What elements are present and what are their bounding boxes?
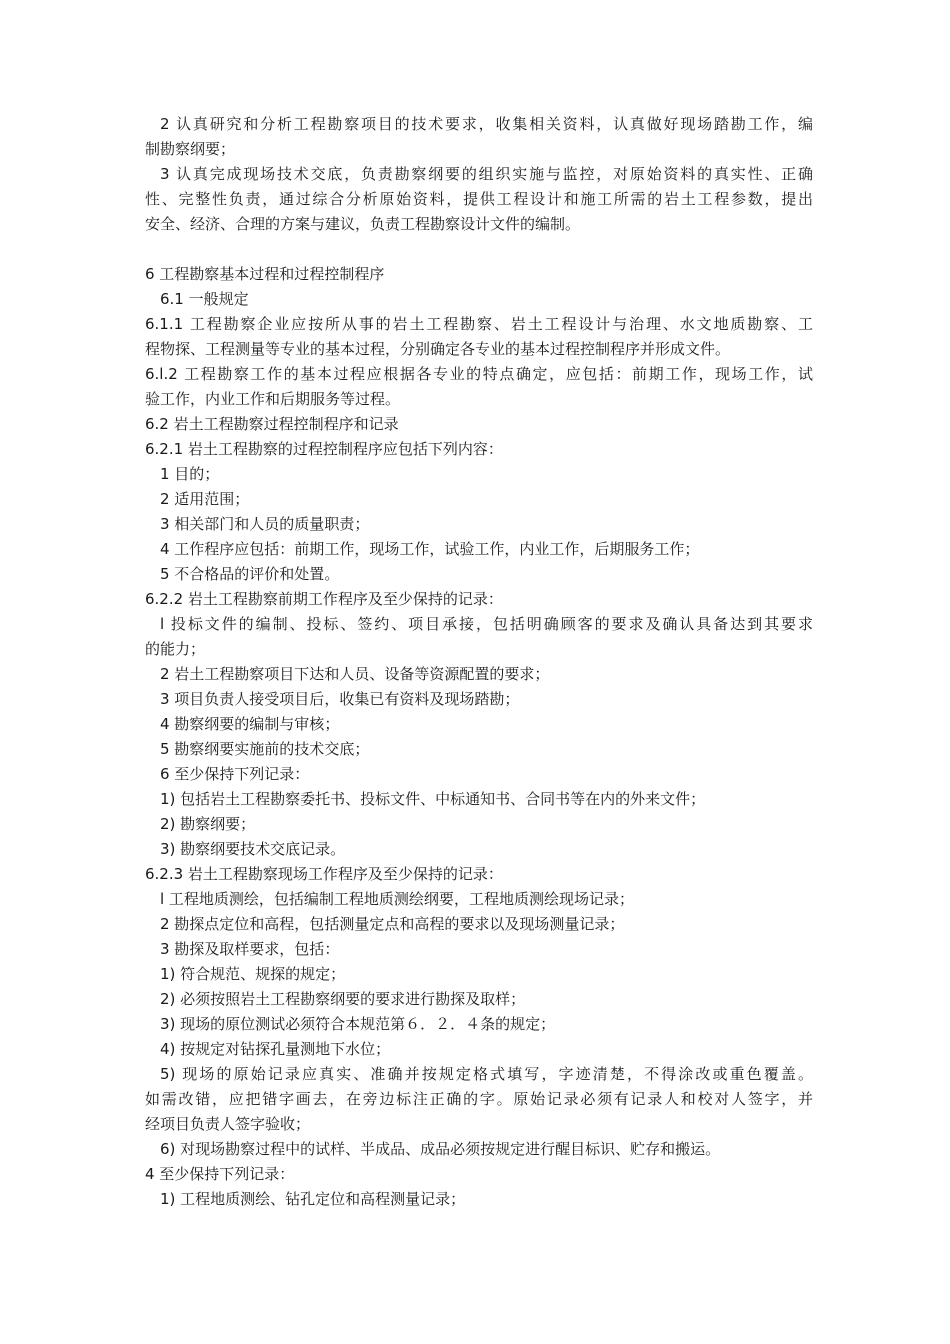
sub-list-item: 5) 现场的原始记录应真实、准确并按规定格式填写，字迹清楚，不得涂改或重色覆盖。 (160, 1065, 813, 1083)
list-item: 3 勘探及取样要求，包括： (160, 940, 340, 958)
list-item: 的能力； (145, 640, 206, 658)
clause-line: 程物探、工程测量等专业的基本过程，分别确定各专业的基本过程控制程序并形成文件。 (145, 340, 731, 358)
paragraph-line: 制勘察纲要； (145, 140, 236, 158)
sub-list-item: 3) 勘察纲要技术交底记录。 (160, 840, 346, 858)
clause-line: 验工作，内业工作和后期服务等过程。 (145, 390, 401, 408)
list-item: l 工程地质测绘，包括编制工程地质测绘纲要，工程地质测绘现场记录； (160, 890, 634, 908)
list-item: l 投标文件的编制、投标、签约、项目承接，包括明确顾客的要求及确认具备达到其要求 (160, 615, 813, 633)
clause-line: 6.1.1 工程勘察企业应按所从事的岩土工程勘察、岩土工程设计与治理、水文地质勘察、工 (145, 315, 813, 333)
list-item: 5 勘察纲要实施前的技术交底； (160, 740, 370, 758)
sub-list-item: 3) 现场的原位测试必须符合本规范第６．２．４条的规定； (160, 1015, 556, 1033)
section-heading: 6 工程勘察基本过程和过程控制程序 (145, 265, 385, 283)
list-item: 5 不合格品的评价和处置。 (160, 565, 340, 583)
list-item: 2 勘探点定位和高程，包括测量定点和高程的要求以及现场测量记录； (160, 915, 625, 933)
sub-list-item: 4) 按规定对钻探孔量测地下水位； (160, 1040, 391, 1058)
paragraph-line: 安全、经济、合理的方案与建议，负责工程勘察设计文件的编制。 (145, 215, 581, 233)
subsection-heading: 6.2 岩土工程勘察过程控制程序和记录 (145, 415, 399, 433)
list-item: 2 岩土工程勘察项目下达和人员、设备等资源配置的要求； (160, 665, 550, 683)
sub-list-item: 2) 勘察纲要； (160, 815, 256, 833)
sub-list-item: 1) 工程地质测绘、钻孔定位和高程测量记录； (160, 1190, 466, 1208)
list-item: 3 相关部门和人员的质量职责； (160, 515, 370, 533)
list-item: 3 项目负责人接受项目后，收集已有资料及现场踏勘； (160, 690, 520, 708)
paragraph-line: 性、完整性负责，通过综合分析原始资料，提供工程设计和施工所需的岩土工程参数，提出 (145, 190, 813, 208)
list-item: 4 至少保持下列记录： (145, 1165, 295, 1183)
list-item: 2 适用范围； (160, 490, 250, 508)
list-item: 6 至少保持下列记录： (160, 765, 310, 783)
clause-line: 6.2.3 岩土工程勘察现场工作程序及至少保持的记录： (145, 865, 503, 883)
sub-list-item: 1) 符合规范、规探的规定； (160, 965, 346, 983)
list-item: 4 工作程序应包括：前期工作，现场工作，试验工作，内业工作，后期服务工作； (160, 540, 700, 558)
clause-line: 6.2.1 岩土工程勘察的过程控制程序应包括下列内容： (145, 440, 503, 458)
sub-list-item: 2) 必须按照岩土工程勘察纲要的要求进行勘探及取样； (160, 990, 526, 1008)
paragraph-line: 2 认真研究和分析工程勘察项目的技术要求，收集相关资料，认真做好现场踏勘工作，编 (160, 115, 813, 133)
sub-list-item: 6) 对现场勘察过程中的试样、半成品、成品必须按规定进行醒目标识、贮存和搬运。 (160, 1140, 721, 1158)
paragraph-line: 3 认真完成现场技术交底，负责勘察纲要的组织实施与监控，对原始资料的真实性、正确 (160, 165, 813, 183)
subsection-heading: 6.1 一般规定 (160, 290, 249, 308)
blank-line (145, 237, 813, 262)
document-page (145, 112, 813, 1212)
clause-line: 6.l.2 工程勘察工作的基本过程应根据各专业的特点确定，应包括：前期工作，现场工作，试 (145, 365, 813, 383)
paragraph-line: 经项目负责人签字验收； (145, 1115, 311, 1133)
sub-list-item: 1) 包括岩土工程勘察委托书、投标文件、中标通知书、合同书等在内的外来文件； (160, 790, 706, 808)
clause-line: 6.2.2 岩土工程勘察前期工作程序及至少保持的记录： (145, 590, 503, 608)
list-item: 1 目的； (160, 465, 220, 483)
list-item: 4 勘察纲要的编制与审核； (160, 715, 340, 733)
paragraph-line: 如需改错，应把错字画去，在旁边标注正确的字。原始记录必须有记录人和校对人签字，并 (145, 1090, 813, 1108)
